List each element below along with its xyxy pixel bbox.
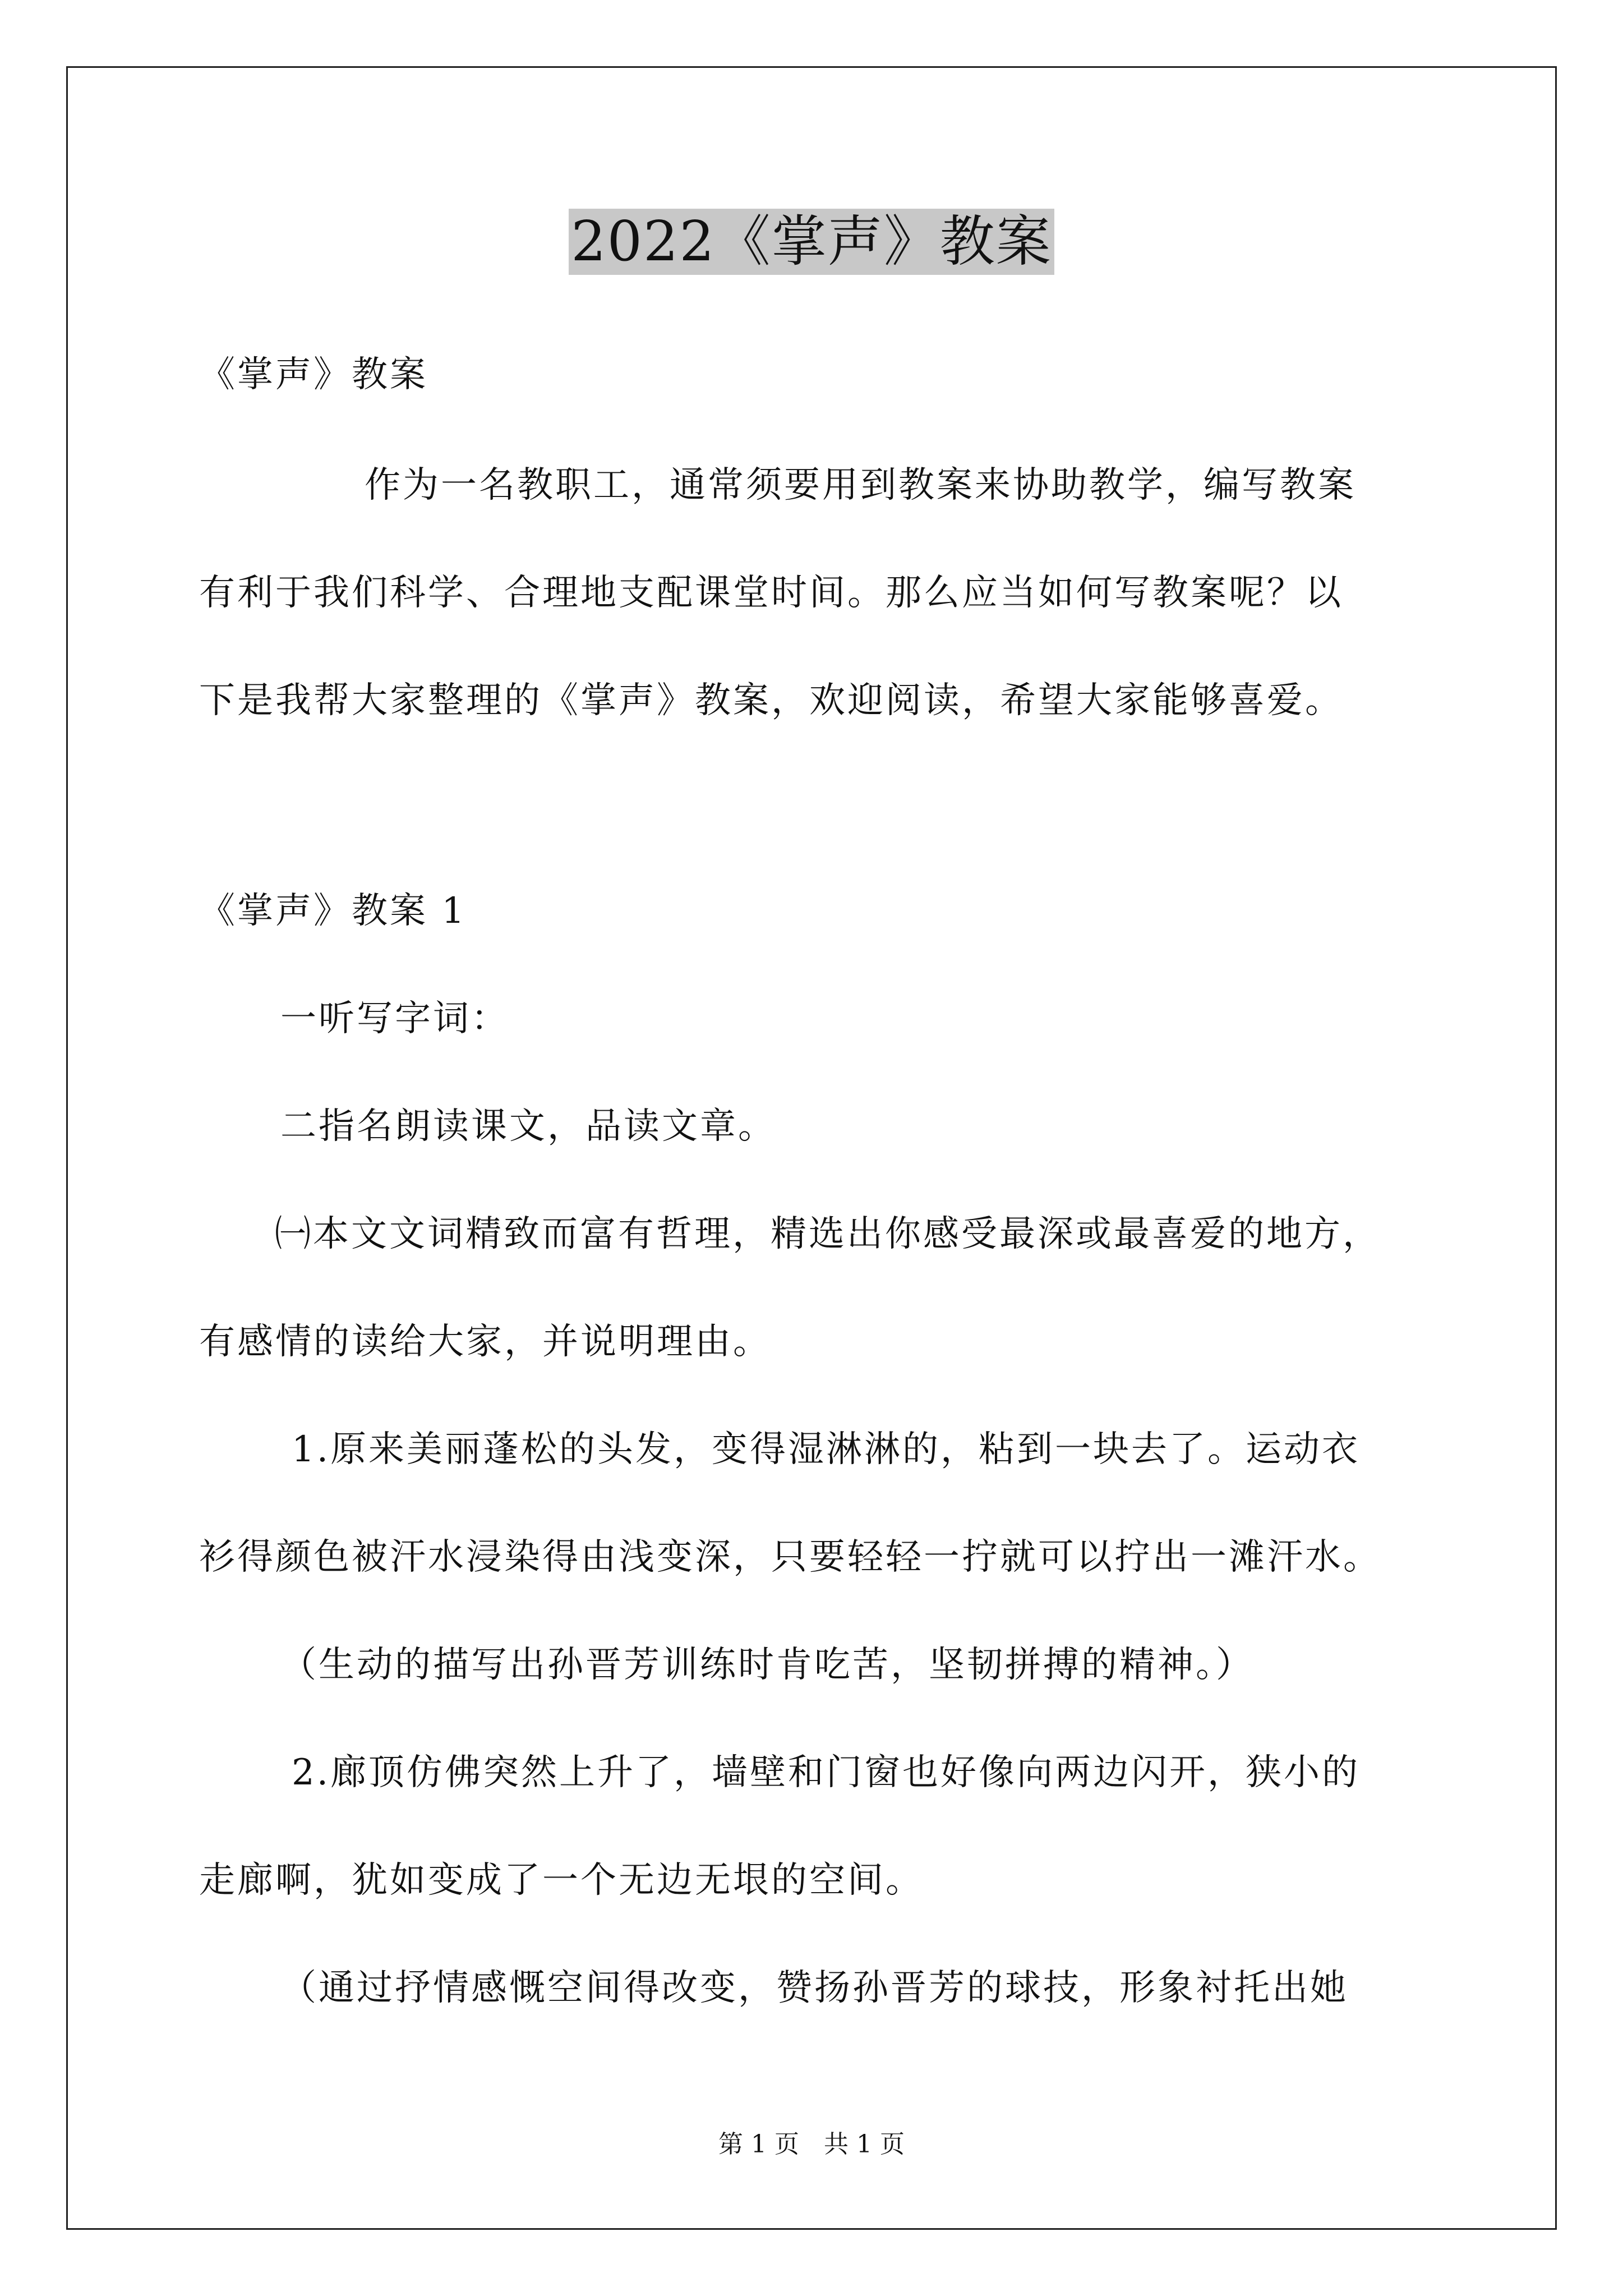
paragraph-line: （通过抒情感慨空间得改变，赞扬孙晋芳的球技，形象衬托出她 bbox=[280, 1967, 1348, 2009]
section-heading: 《掌声》教案 1 bbox=[199, 890, 467, 932]
paragraph-line: 有利于我们科学、合理地支配课堂时间。那么应当如何写教案呢？以 bbox=[199, 572, 1343, 614]
paragraph-line: 1.原来美丽蓬松的头发，变得湿淋淋的，粘到一块去了。运动衣 bbox=[292, 1429, 1361, 1470]
section-heading: 《掌声》教案 bbox=[199, 354, 428, 395]
paragraph-line: ㈠本文文词精致而富有哲理，精选出你感受最深或最喜爱的地方， bbox=[275, 1213, 1381, 1255]
paragraph-line: 有感情的读给大家，并说明理由。 bbox=[199, 1321, 771, 1363]
paragraph-line: 一听写字词： bbox=[280, 998, 509, 1039]
paragraph-line: 走廊啊，犹如变成了一个无边无垠的空间。 bbox=[199, 1860, 924, 1901]
paragraph-line: 下是我帮大家整理的《掌声》教案，欢迎阅读，希望大家能够喜爱。 bbox=[199, 680, 1343, 721]
page-footer: 第 1 页 共 1 页 bbox=[718, 2130, 905, 2159]
title-container bbox=[0, 209, 1623, 275]
document-title: 2022《掌声》教案 bbox=[569, 209, 1054, 275]
paragraph-line: （生动的描写出孙晋芳训练时肯吃苦，坚韧拼搏的精神。） bbox=[280, 1644, 1254, 1686]
paragraph-line: 作为一名教职工，通常须要用到教案来协助教学，编写教案 bbox=[365, 464, 1356, 506]
paragraph-line: 衫得颜色被汗水浸染得由浅变深，只要轻轻一拧就可以拧出一滩汗水。 bbox=[199, 1536, 1381, 1578]
paragraph-line: 二指名朗读课文，品读文章。 bbox=[280, 1106, 776, 1147]
paragraph-line: 2.廊顶仿佛突然上升了，墙壁和门窗也好像向两边闪开，狭小的 bbox=[292, 1752, 1361, 1793]
